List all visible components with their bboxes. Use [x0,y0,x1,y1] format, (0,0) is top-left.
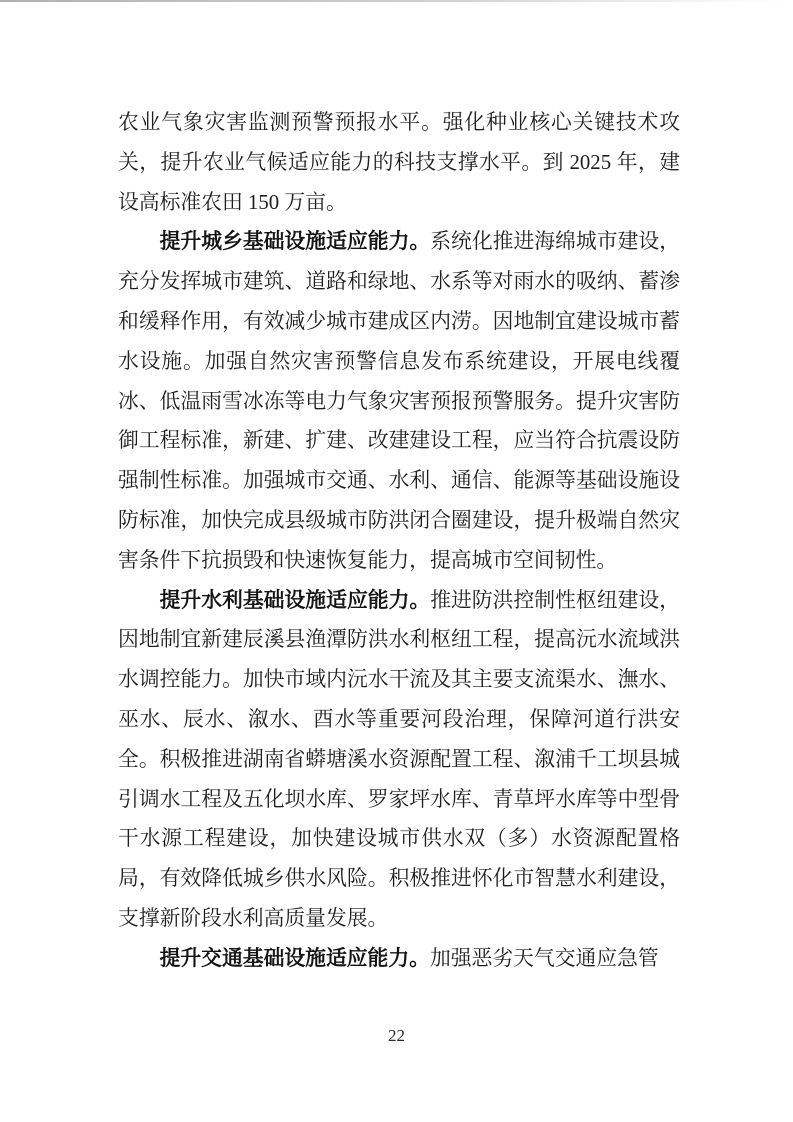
paragraph-text: 加强恶劣天气交通应急管 [429,946,659,970]
paragraph-agriculture-continuation [118,103,680,222]
paragraph-transport-infrastructure [118,939,680,979]
paragraph-lead: 提升城乡基础设施适应能力。 [159,230,431,254]
paragraph-text: 推进防洪控制性枢纽建设，因地制宜新建辰溪县渔潭防洪水利枢纽工程，提高沅水流域洪水调控能力。加快市域内沅水干流及其主要支流渠水、潕水、巫水、辰水、溆水、酉水等重要河段治理，保障河道行洪安全。积极推进湖南省蟒塘溪水资源配置工程、溆浦千工坝县城引调水工程及五化坝水库、罗家坪水库、青草坪水库等中型骨干水源工程建设，加快建设城市供水双（多）水资源配置格局，有效降低城乡供水风险。积极推进怀化市智慧水利建设，支撑新阶段水利高质量发展。 [118,588,681,930]
paragraph-text: 农业气象灾害监测预警预报水平。强化种业核心关键技术攻关，提升农业气候适应能力的科技支撑水平。到 2025 年，建设高标准农田 150 万亩。 [118,111,680,214]
document-page-body [118,103,680,979]
paragraph-urban-infrastructure [118,222,680,580]
paragraph-text: 系统化推进海绵城市建设，充分发挥城市建筑、道路和绿地、水系等对雨水的吸纳、蓄渗和缓释作用，有效减少城市建成区内涝。因地制宜建设城市蓄水设施。加强自然灾害预警信息发布系统建设，开展电线覆冰、低温雨雪冰冻等电力气象灾害预报预警服务。提升灾害防御工程标准，新建、扩建、改建建设工程，应当符合抗震设防强制性标准。加强城市交通、水利、通信、能源等基础设施设防标准，加快完成县级城市防洪闭合圈建设，提升极端自然灾害条件下抗损毁和快速恢复能力，提高城市空间韧性。 [118,230,681,572]
paragraph-lead: 提升交通基础设施适应能力。 [159,946,430,970]
page-number: 22 [388,1026,405,1045]
paragraph-lead: 提升水利基础设施适应能力。 [159,588,431,612]
paragraph-water-infrastructure [118,581,680,939]
page-top-edge-artifact [0,0,793,2]
